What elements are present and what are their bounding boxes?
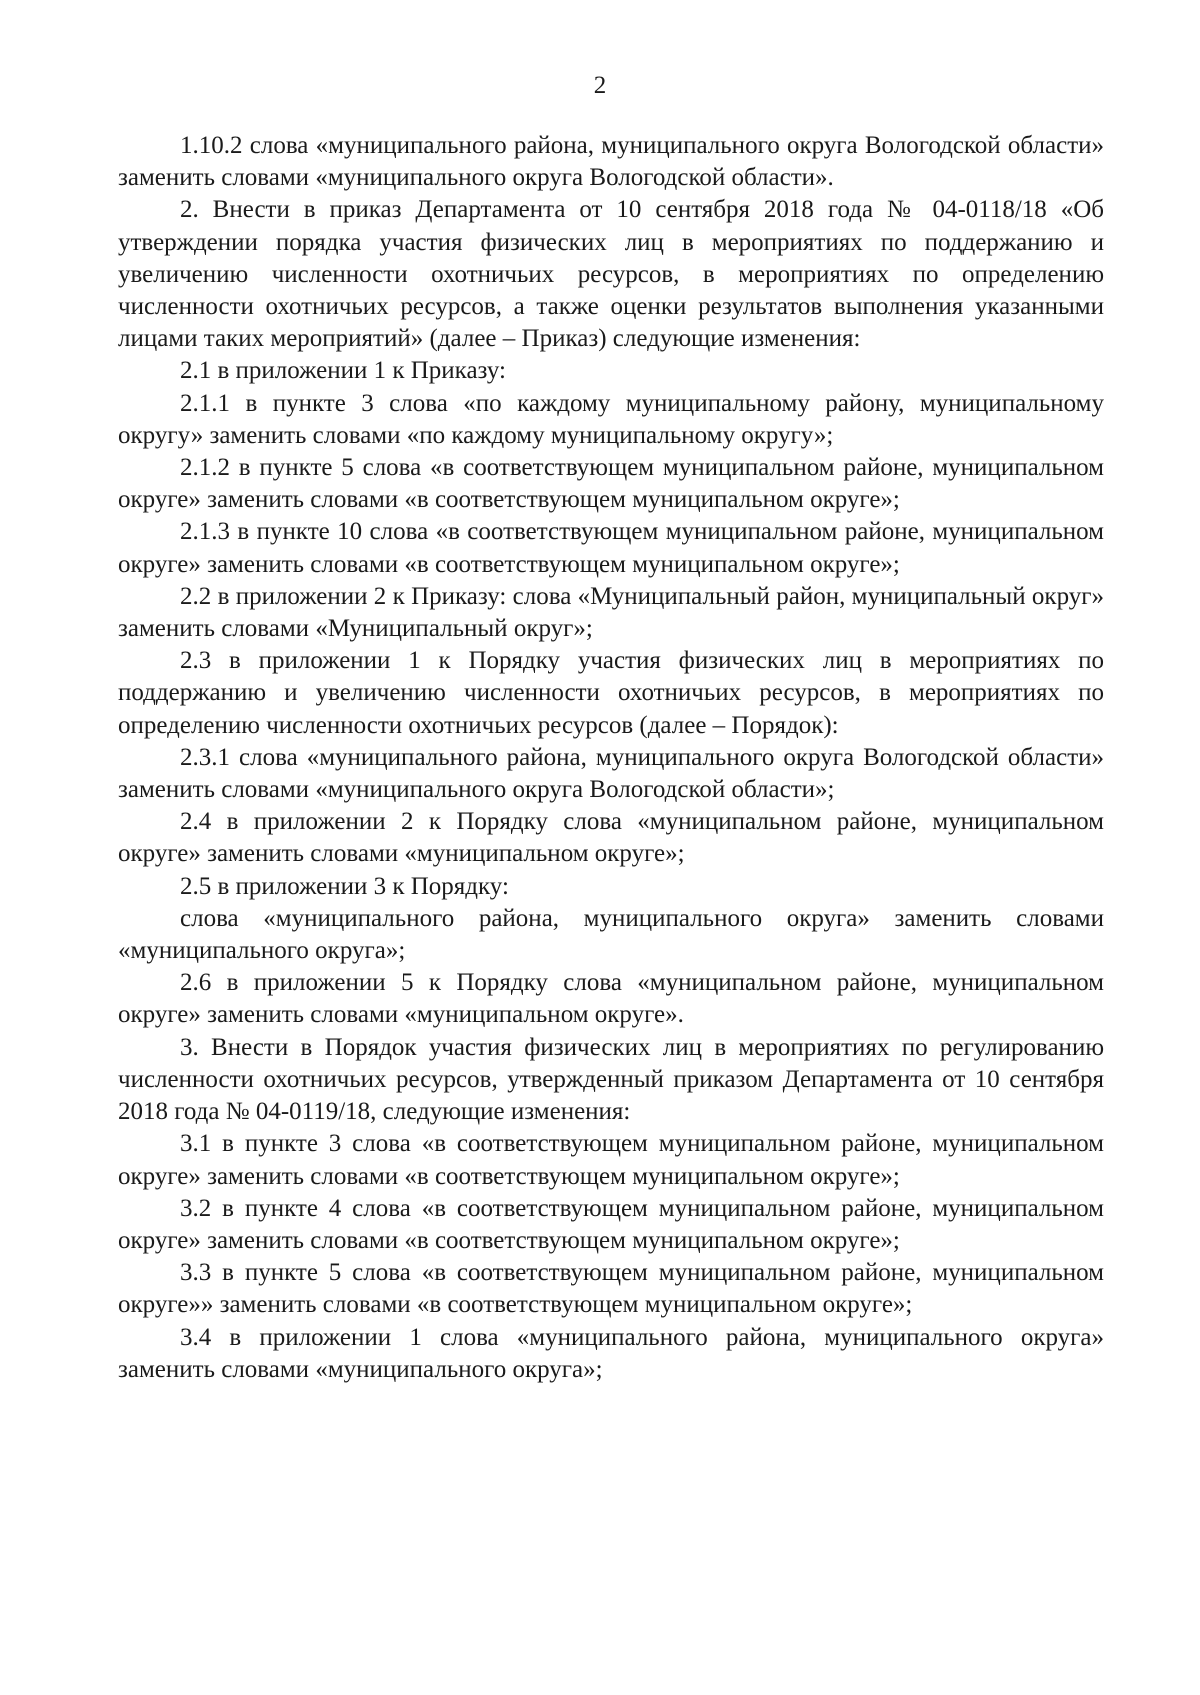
paragraph-3-4: 3.4 в приложении 1 слова «муниципального района, муниципального округа» заменить словами «муниципального округа»; <box>118 1323 1104 1383</box>
paragraph-2-5: 2.5 в приложении 3 к Порядку: <box>180 872 509 900</box>
paragraph-2-3-1: 2.3.1 слова «муниципального района, муниципального округа Вологодской области» заменить словами «муниципального округа Вологодской области»; <box>118 743 1104 804</box>
paragraph-2-1-2: 2.1.2 в пункте 5 слова «в соответствующем муниципальном районе, муниципальном округе» заменить словами «в соответствующем муниципальном округе»; <box>118 454 1104 514</box>
paragraph-1-10-2: 1.10.2 слова «муниципального района, муниципального округа Вологодской области» заменить словами «муниципального округа Вологодской области». <box>118 132 1104 192</box>
paragraph-3-3: 3.3 в пункте 5 слова «в соответствующем муниципальном районе, муниципальном округе»» заменить словами «в соответствующем муниципальном округе»; <box>118 1259 1104 1319</box>
paragraph-3-2: 3.2 в пункте 4 слова «в соответствующем муниципальном районе, муниципальном округе» заменить словами «в соответствующем муниципальном округе»; <box>118 1194 1104 1254</box>
document-body <box>118 130 1104 1386</box>
page-number: 2 <box>593 72 607 99</box>
paragraph-2-1-3: 2.1.3 в пункте 10 слова «в соответствующем муниципальном районе, муниципальном округе» заменить словами «в соответствующем муниципальном округе»; <box>118 518 1104 578</box>
paragraph-2-1: 2.1 в приложении 1 к Приказу: <box>180 357 507 385</box>
paragraph-3: 3. Внести в Порядок участия физических лиц в мероприятиях по регулированию численности охотничьих ресурсов, утвержденный приказом Департамента от 10 сентября 2018 года № 04-0119/18, следующие изменения: <box>118 1033 1104 1126</box>
paragraph-2: 2. Внести в приказ Департамента от 10 сентября 2018 года № 04-0118/18 «Об утверждении порядка участия физических лиц в мероприятиях по поддержанию и увеличению численности охотничьих ресурсов, в мероприятиях по определению численности охотничьих ресурсов, а также оценки результатов выполнения указанными лицами таких мероприятий» (далее – Приказ) следующие изменения: <box>118 196 1104 353</box>
paragraph-2-4: 2.4 в приложении 2 к Порядку слова «муниципальном районе, муниципальном округе» заменить словами «муниципальном округе»; <box>118 808 1104 868</box>
paragraph-2-5-words: слова «муниципального района, муниципального округа» заменить словами «муниципального округа»; <box>118 904 1104 965</box>
paragraph-2-6: 2.6 в приложении 5 к Порядку слова «муниципальном районе, муниципальном округе» заменить словами «муниципальном округе». <box>118 969 1104 1029</box>
paragraph-2-2: 2.2 в приложении 2 к Приказу: слова «Муниципальный район, муниципальный округ» заменить словами «Муниципальный округ»; <box>118 582 1104 643</box>
paragraph-2-1-1: 2.1.1 в пункте 3 слова «по каждому муниципальному району, муниципальному округу» заменить словами «по каждому муниципальному округу»; <box>118 389 1104 449</box>
paragraph-3-1: 3.1 в пункте 3 слова «в соответствующем муниципальном районе, муниципальном округе» заменить словами «в соответствующем муниципальном округе»; <box>118 1130 1104 1190</box>
paragraph-2-3: 2.3 в приложении 1 к Порядку участия физических лиц в мероприятиях по поддержанию и увеличению численности охотничьих ресурсов, в мероприятиях по определению численности охотничьих ресурсов (далее – Порядок): <box>118 647 1104 739</box>
